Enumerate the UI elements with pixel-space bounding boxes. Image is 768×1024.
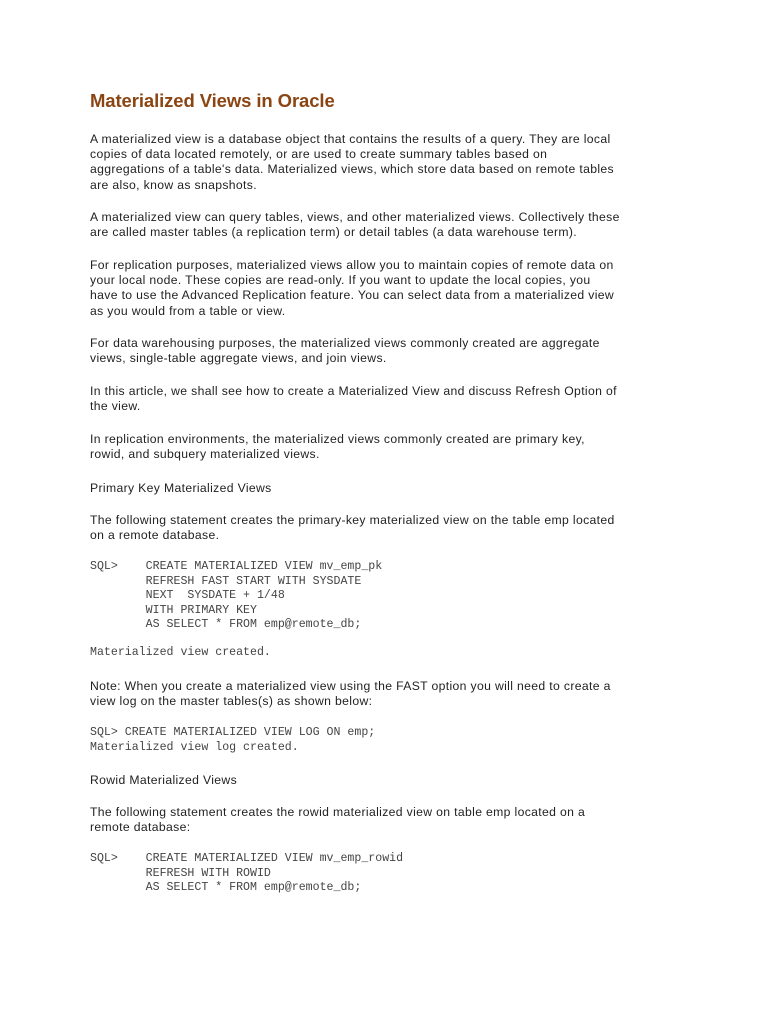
paragraph-master-tables: A materialized view can query tables, views, and other materialized views. Collectively these are called master tables (a replication term) or detail tables (a data warehouse term). — [90, 210, 620, 240]
code-block-primary-key: SQL> CREATE MATERIALIZED VIEW mv_emp_pk REFRESH FAST START WITH SYSDATE NEXT SYSDATE + 1/48 WITH PRIMARY KEY AS SELECT * FROM emp@remote_db; — [90, 560, 383, 631]
paragraph-rowid: The following statement creates the rowid materialized view on table emp located on a remote database: — [90, 805, 586, 835]
section-heading-primary-key: Primary Key Materialized Views — [90, 481, 272, 495]
page-title: Materialized Views in Oracle — [90, 90, 335, 111]
code-block-view-log: SQL> CREATE MATERIALIZED VIEW LOG ON emp; Materialized view log created. — [90, 726, 376, 754]
paragraph-article-intro: In this article, we shall see how to create a Materialized View and discuss Refresh Option of the view. — [90, 384, 617, 414]
code-output-created: Materialized view created. — [90, 646, 271, 659]
paragraph-warehousing: For data warehousing purposes, the materialized views commonly created are aggregate views, single-table aggregate views, and join views. — [90, 336, 600, 366]
paragraph-replication-types: In replication environments, the materialized views commonly created are primary key, rowid, and subquery materialized views. — [90, 432, 585, 462]
paragraph-note-fast: Note: When you create a materialized view using the FAST option you will need to create a view log on the master tables(s) as shown below: — [90, 679, 611, 709]
section-heading-rowid: Rowid Materialized Views — [90, 773, 238, 787]
paragraph-definition: A materialized view is a database object that contains the results of a query. They are local copies of data located remotely, or are used to create summary tables based on aggregations of a table's data. Materialized views, which store data based on remote tables are also, know as snapshots. — [90, 132, 614, 192]
paragraph-replication: For replication purposes, materialized views allow you to maintain copies of remote data on your local node. These copies are read-only. If you want to update the local copies, you have to use the Advanced Replication feature. You can select data from a materialized view as you would from a table or view. — [90, 258, 615, 318]
code-block-rowid: SQL> CREATE MATERIALIZED VIEW mv_emp_rowid REFRESH WITH ROWID AS SELECT * FROM emp@remote_db; — [90, 852, 404, 894]
paragraph-primary-key: The following statement creates the primary-key materialized view on the table emp located on a remote database. — [90, 513, 615, 543]
